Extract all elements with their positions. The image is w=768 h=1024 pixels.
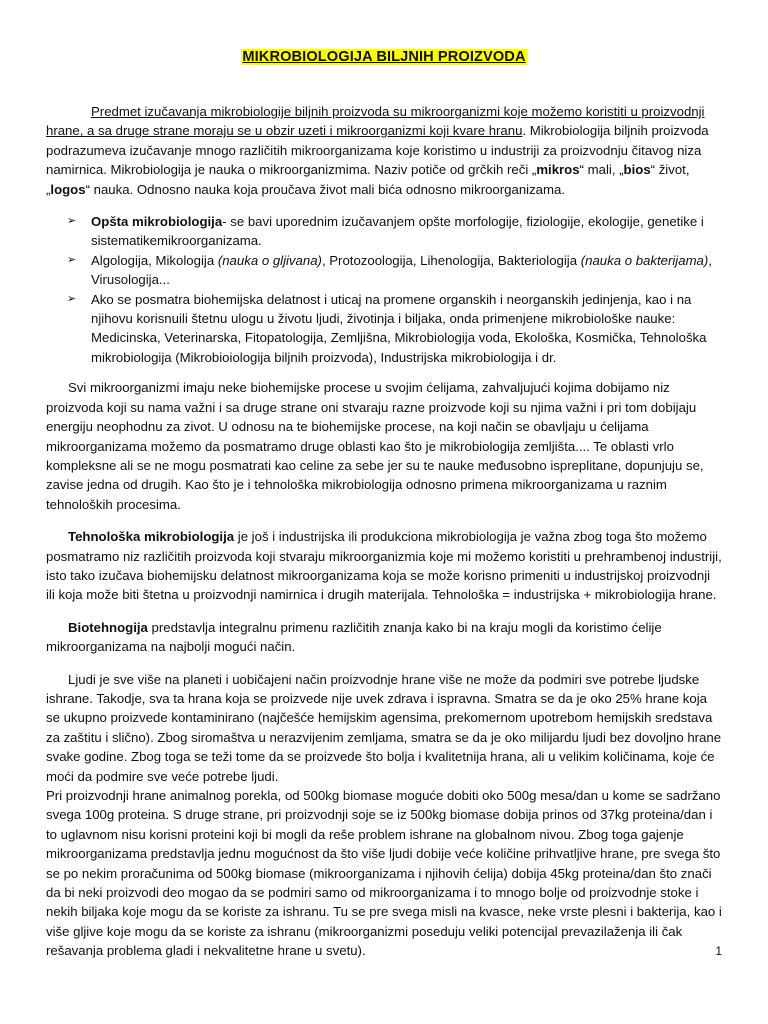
intro-word-mikros: mikros bbox=[536, 162, 580, 178]
paragraph-proizvodnja: Pri proizvodnji hrane animalnog porekla, od 500kg biomase moguće dobiti oko 500g mesa/dan u kome se sadržano svega 100g proteina. S druge strane, pri proizvodnji soje se iz 500kg biomase dobija prinos od 37kg proteina/dan i to uglavnom nisu korisni proteini koji bi mogli da reše problem ishrane na globalnom nivou. Zbog toga gajenje mikroorganizama predstavlja jednu mogućnost da što više ljudi dobije veće količine prihvatljive hrane, pre svega što se po nekim proračunima od 500kg biomase (mikroorganizama i njihovih ćelija) dobija 45kg proteina/dan što znači da bi neki proizvodi deo mogao da se podmiri samo od mikroorganizama i to mnogo bolje od proizvodnje stoke i nekih biljaka koje mogu da se koriste za ishranu. Tu se pre svega misli na kvasce, neke vrste plesni i bakterija, kao i više gljive koje mogu da se koriste za ishranu (mikroorganizmi poseduju veliki potencijal prevazilaženja ili čak rešavanja problema gladi i nekvalitetne hrane u svetu). bbox=[46, 788, 722, 959]
tehnoloska-bold: Tehnološka mikrobiologija bbox=[68, 529, 235, 545]
intro-text-3: “ život, „ bbox=[46, 162, 690, 197]
bullet-1-bold: Opšta mikrobiologija bbox=[91, 214, 223, 230]
bullet-3-text: Ako se posmatra biohemijska delatnost i uticaj na promene organskih i neorganskih jedinjenja, kao i na njihovu korisnuili štetnu ulogu u životu ljudi, životinja i biljaka, onda primenjene mikrobiološke nauke: Medicinska, Veterinarska, Fitopatologija, Zemljišna, Mikrobiologija voda, Ekološka, Kosmička, Tehnološka mikrobiologija (Mikrobioiologija biljnih proizvoda), Industrijska mikrobiologija i dr. bbox=[91, 291, 707, 365]
bullet-item-primenjene bbox=[67, 290, 722, 368]
arrow-bullet-icon: ➢ bbox=[67, 292, 77, 305]
intro-text-4: “ nauka. Odnosno nauka koja proučava život mali bića odnosno mikroorganizama. bbox=[85, 181, 565, 197]
paragraph-tehnoloska bbox=[46, 527, 722, 605]
bullet-2-italic-1: (nauka o gljivana) bbox=[217, 252, 322, 268]
page-title: MIKROBIOLOGIJA BILJNIH PROIZVODA bbox=[242, 49, 526, 65]
bullet-item-algologija bbox=[67, 251, 722, 290]
bullet-2-italic-2: (nauka o bakterijama) bbox=[580, 252, 709, 268]
intro-word-logos: logos bbox=[50, 181, 86, 197]
bullet-1-text: - se bavi uporednim izučavanjem opšte morfologije, fiziologije, ekologije, genetike i sistematikemikroorganizama. bbox=[91, 214, 704, 249]
title-wrap bbox=[46, 0, 722, 66]
paragraph-svi-mikroorganizmi: Svi mikroorganizmi imaju neke biohemijske procese u svojim ćelijama, zahvaljujući kojima dobijamo niz proizvoda koji su nama važni i sa druge strane oni stvaraju razne proizvode koji su njima važni i pri tom dobijaju energiju neophodnu za zivot. U odnosu na te biohemijske procese, na koji način se obavljaju u ćelijama mikroorganizama možemo da posmatramo druge oblasti kao što je mikrobiologija zemljišta.... Te oblasti vrlo kompleksne ali se ne mogu posmatrati kao celine za sebe jer su te nauke međusobno ispreplitane, dopunjuju se, zavise jedna od drugih. Kao što je i tehnološka mikrobiologija odnosno primena mikroorganizama u raznim tehnoloških procesima. bbox=[46, 380, 704, 512]
bullet-list bbox=[46, 212, 722, 367]
bullet-2-text-1: Algologija, Mikologija bbox=[91, 252, 218, 268]
intro-word-bios: bios bbox=[623, 162, 651, 178]
arrow-bullet-icon: ➢ bbox=[67, 215, 77, 228]
bullet-item-opsta bbox=[67, 212, 722, 251]
bullet-2-text-2: , Protozoologija, Lihenologija, Bakteriologija bbox=[321, 252, 581, 268]
biotehnologija-text: predstavlja integralnu primenu različitih znanja kako bi na kraju mogli da koristimo ćelije mikroorganizama na najbolji mogući način. bbox=[46, 619, 662, 655]
intro-paragraph bbox=[46, 102, 722, 199]
bullet-2-text-3: , Virusologija... bbox=[91, 252, 712, 288]
paragraph-biotehnologija bbox=[46, 618, 722, 657]
page-number: 1 bbox=[715, 944, 722, 958]
biotehnologija-bold: Biotehnogija bbox=[68, 619, 148, 635]
intro-text-1: . Mikrobiologija biljnih proizvoda podrazumeva izučavanje mnogo različitih mikroorganizama koje koristimo u industriji za proizvodnju čitavog niza namirnica. Mikrobiologija je nauka o mikroorganizmima. Naziv potiče od grčkih reči „ bbox=[46, 123, 709, 178]
intro-text-2: “ mali, „ bbox=[579, 162, 624, 178]
paragraph-ljudi: Ljudi je sve više na planeti i uobičajeni način proizvodnje hrane više ne može da podmiri sve potrebe ljudske ishrane. Takodje, sva ta hrana koja se proizvede nije uvek zdrava i ispravna. Smatra se da je oko 25% hrane koja se ukupno proizvede kontaminirano (najčešće hemijskim agensima, prekomernom upotrebom hemijskih sredstava za zaštitu i slično). Zbog siromaštva u nerazvijenim zemljama, smatra se da je oko milijardu ljudi bez dovoljno hrane svake godine. Zbog toga se teži tome da se proizvede što bolja i kvalitetnija hrana, ali u velikim količinama, koje će moći da podmire sve veće potrebe ljudi. bbox=[46, 671, 722, 784]
tehnoloska-text: je još i industrijska ili produkciona mikrobiologija je važna zbog toga što možemo posmatramo niz različitih proizvoda koji stvaraju mikroorganizmia koje mi možemo koristiti u prehrambenoj industriji, isto tako izučava biohemijsku delatnost mikroorganizama koja se može korisno primeniti u industrijskoj proizvodnji ili koja može biti štetna u proizvodnji namirnica i drugih materijala. Tehnološka = industrijska + mikrobiologija hrane. bbox=[46, 529, 722, 603]
arrow-bullet-icon: ➢ bbox=[67, 253, 77, 266]
intro-underlined: Predmet izučavanja mikrobiologije biljnih proizvoda su mikroorganizmi koje možemo koristiti u proizvodnji hrane, a sa druge strane moraju se u obzir uzeti i mikroorganizmi koji kvare hranu bbox=[46, 104, 705, 139]
